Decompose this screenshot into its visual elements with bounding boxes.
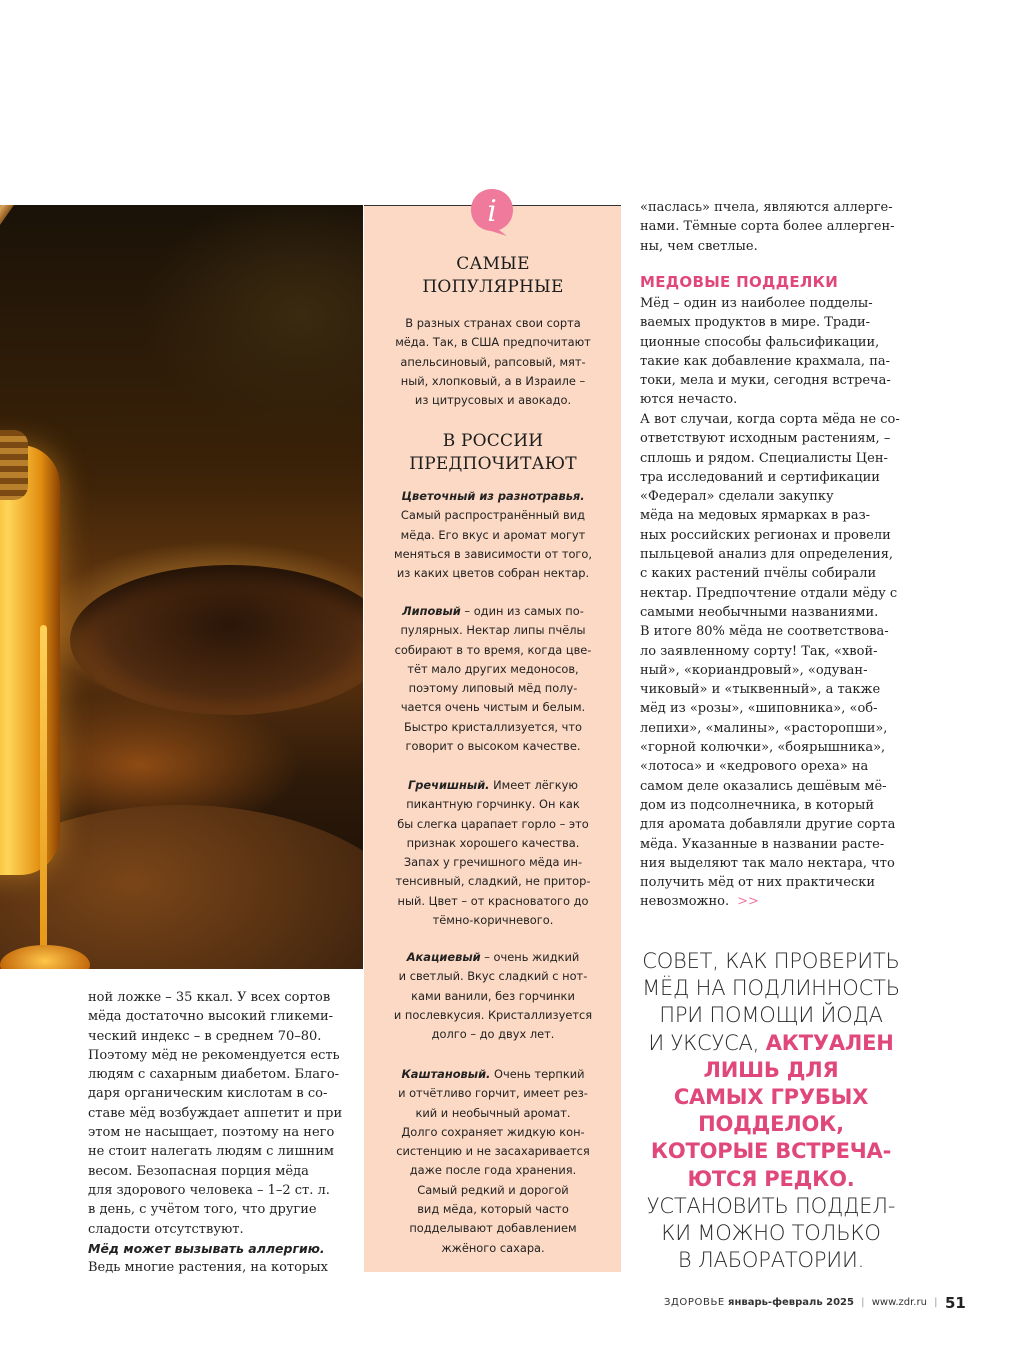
quote-text: В ЛАБОРАТОРИИ. <box>677 1248 865 1273</box>
variety-line: говорит о высоком качестве. <box>405 739 581 754</box>
variety-text: Имеет лёгкую <box>489 778 578 792</box>
footer <box>664 1297 964 1308</box>
text-line: тра исследований и сертификации <box>640 469 880 485</box>
text-line: ния выделяют так мало нектара, что <box>640 855 895 871</box>
text-line: ны, чем светлые. <box>640 238 758 254</box>
variety-block <box>382 487 604 583</box>
variety-line: и светлый. Вкус сладкий с нот- <box>398 969 588 984</box>
text-line: самыми необычными названиями. <box>640 604 879 620</box>
quote-text: КОТОРЫЕ ВСТРЕЧА- <box>650 1139 892 1164</box>
jar-lid <box>0 430 28 500</box>
quote-line <box>630 1247 912 1274</box>
right-top-text <box>640 198 902 256</box>
variety-line: систенцию и не засахаривается <box>396 1144 590 1159</box>
quote-line <box>630 1111 912 1138</box>
variety-name: Акациевый <box>406 950 481 964</box>
variety-line: чается очень чистым и белым. <box>400 700 586 715</box>
variety-line: жжёного сахара. <box>441 1240 545 1255</box>
variety-line: тёт мало других медоносов, <box>407 661 579 676</box>
variety-line: кий и необычный аромат. <box>415 1105 571 1120</box>
box-heading-line: ПРЕДПОЧИТАЮТ <box>409 454 577 474</box>
quote-line <box>630 1030 912 1057</box>
clay-bowl <box>70 565 363 715</box>
variety-name: Гречишный. <box>407 778 490 792</box>
text-line: для аромата добавляли другие сорта <box>640 817 896 833</box>
right-paragraph-2 <box>640 410 902 912</box>
quote-text: ПРИ ПОМОЩИ ЙОДА <box>659 1003 883 1028</box>
variety-line: Самый редкий и дорогой <box>417 1182 569 1197</box>
text-line: нектар. Предпочтение отдали мёду с <box>640 585 898 601</box>
variety-first-line <box>382 602 604 621</box>
quote-line <box>630 1057 912 1084</box>
box-heading-popular <box>382 253 604 299</box>
right-paragraph-1 <box>640 294 902 410</box>
variety-first-line <box>382 1065 604 1084</box>
text-line: сладости отсутствуют. <box>88 1221 244 1237</box>
text-line: самом деле оказались дешёвым мё- <box>640 778 887 794</box>
section-heading: МЕДОВЫЕ ПОДДЕЛКИ <box>640 273 839 291</box>
variety-line: подделывают добавлением <box>409 1221 577 1236</box>
text-line: «паслась» пчела, являются аллерге- <box>640 200 893 215</box>
text-line: в день, с учётом того, что другие <box>88 1202 317 1218</box>
continue-arrows-icon: >> <box>737 894 759 910</box>
variety-block <box>382 1065 604 1258</box>
variety-line: бы слегка царапает горло – это <box>397 816 589 831</box>
text-line: дом из подсолнечника, в который <box>640 797 874 813</box>
text-line: «горной колючки», «боярышника», <box>640 740 886 756</box>
quote-accent: АКТУАЛЕН <box>765 1030 894 1055</box>
variety-line: ками ванили, без горчинки <box>411 988 575 1003</box>
variety-line: собирают в то время, когда цве- <box>394 642 592 657</box>
text-line: ответствуют исходным растениям, – <box>640 431 891 447</box>
variety-text: – очень жидкий <box>480 950 580 964</box>
variety-name: Каштановый. <box>401 1067 491 1081</box>
quote-text: СОВЕТ, КАК ПРОВЕРИТЬ <box>642 949 900 973</box>
variety-line: даже после года хранения. <box>409 1163 577 1178</box>
quote-line <box>630 1166 912 1193</box>
text-line: ются нечасто. <box>640 392 738 408</box>
variety-line: Запах у гречишного мёда ин- <box>403 855 583 870</box>
text-line: для здорового человека – 1–2 ст. л. <box>88 1182 330 1198</box>
box-heading-line: В РОССИИ <box>442 431 544 451</box>
variety-line: Быстро кристаллизуется, что <box>403 719 582 734</box>
text-line: мёда на медовых ярмарках в раз- <box>640 508 871 524</box>
text-line: сплошь и рядом. Специалисты Цен- <box>640 450 888 466</box>
text-line: Поэтому мёд не рекомендуется есть <box>88 1047 340 1063</box>
variety-line: Долго сохраняет жидкую кон- <box>401 1124 585 1139</box>
intro-line: мёда. Так, в США предпочитают <box>395 335 591 350</box>
divider: | <box>934 1297 938 1308</box>
honey-photo <box>0 205 363 969</box>
honey-dipper <box>0 205 35 446</box>
text-line: ставе мёд возбуждает аппетит и при <box>88 1105 343 1121</box>
quote-line <box>630 1084 912 1111</box>
variety-line: долго – до двух лет. <box>431 1027 555 1042</box>
issue-date: январь-февраль 2025 <box>728 1297 854 1308</box>
left-column-text <box>88 988 348 1239</box>
honey-jar <box>0 445 60 875</box>
left-column <box>88 988 348 1277</box>
text-line: ческий индекс – в среднем 70–80. <box>88 1028 322 1044</box>
text-line: «лотоса» и «кедрового ореха» на <box>640 759 869 775</box>
quote-line <box>630 1138 912 1165</box>
magazine-brand: ЗДОРОВЬЕ <box>664 1297 725 1308</box>
last-word: невозможно. <box>640 894 730 910</box>
quote-line <box>630 1193 912 1220</box>
quote-text: И УКСУСА, <box>648 1030 766 1055</box>
quote-line <box>630 975 912 1002</box>
variety-line: Самый распространённый вид <box>400 508 586 523</box>
text-line: ционные способы фальсификации, <box>640 334 880 350</box>
text-line: ло заявленному сорту! Так, «хвой- <box>640 643 878 659</box>
text-line: не стоит налегать людям с лишним <box>88 1144 334 1160</box>
text-line: токи, мела и муки, сегодня встреча- <box>640 373 891 389</box>
variety-text: Очень терпкий <box>490 1067 585 1081</box>
box-heading-russia <box>382 430 604 476</box>
quote-text: КИ МОЖНО ТОЛЬКО <box>661 1221 881 1246</box>
text-line: весом. Безопасная порция мёда <box>88 1163 309 1179</box>
text-line: даря органическим кислотам в со- <box>88 1086 328 1102</box>
text-line: ной ложке – 35 ккал. У всех сортов <box>88 990 331 1005</box>
quote-text: ЮТСЯ РЕДКО. <box>687 1166 855 1191</box>
text-line: Мёд – один из наиболее подделы- <box>640 296 873 311</box>
page-number: 51 <box>945 1294 966 1312</box>
variety-first-line <box>382 776 604 795</box>
variety-line: ный. Цвет – от красноватого до <box>397 893 589 908</box>
text-line: мёд из «розы», «шиповника», «об- <box>640 701 878 717</box>
text-line: «Федерал» сделали закупку <box>640 489 834 505</box>
variety-line: тенсивный, сладкий, не притор- <box>395 874 591 889</box>
quote-line <box>630 948 912 975</box>
variety-line: поэтому липовый мёд полу- <box>408 681 578 696</box>
quote-line <box>630 1002 912 1029</box>
text-line: с каких растений пчёлы собирали <box>640 566 877 582</box>
text-line: нами. Тёмные сорта более аллерген- <box>640 219 895 235</box>
intro-line: из цитрусовых и авокадо. <box>414 393 572 408</box>
divider: | <box>861 1297 865 1308</box>
quote-text: УСТАНОВИТЬ ПОДДЕЛ- <box>646 1193 896 1218</box>
quote-line <box>630 1220 912 1247</box>
variety-name: Липовый <box>402 604 461 618</box>
variety-line: и послевкусия. Кристаллизуется <box>393 1007 593 1022</box>
variety-first-line <box>382 948 604 967</box>
intro-line: В разных странах свои сорта <box>405 316 581 330</box>
text-line: чиковый» и «тыквенный», а также <box>640 682 881 698</box>
info-icon-letter: i <box>487 194 497 229</box>
variety-block <box>382 948 604 1044</box>
quote-text: САМЫХ ГРУБЫХ <box>673 1085 869 1110</box>
text-line: людям с сахарным диабетом. Благо- <box>88 1067 340 1083</box>
info-icon <box>467 186 517 236</box>
right-paragraph-2-lines <box>640 410 902 892</box>
variety-line: пулярных. Нектар липы пчёлы <box>400 623 586 638</box>
box-intro <box>382 314 604 410</box>
variety-line: вид мёда, который часто <box>417 1202 569 1217</box>
variety-first-line <box>382 487 604 506</box>
variety-line: меняться в зависимости от того, <box>393 546 593 561</box>
variety-block <box>382 602 604 756</box>
text-line: получить мёд от них практически <box>640 875 876 891</box>
text-line: ный», «кориандровый», «одуван- <box>640 662 868 678</box>
box-heading-line: САМЫЕ <box>456 254 530 274</box>
text-line: ных российских регионах и провели <box>640 527 891 543</box>
variety-name: Цветочный из разнотравья. <box>401 489 585 503</box>
quote-text: ПОДДЕЛОК, <box>698 1112 844 1137</box>
text-line: В итоге 80% мёда не соответствова- <box>640 624 889 640</box>
pull-quote <box>630 948 912 1274</box>
intro-line: ный, хлопковый, а в Израиле – <box>400 373 586 388</box>
variety-line: и отчётливо горчит, имеет рез- <box>398 1086 588 1101</box>
text-line: этом не насыщает, поэтому на него <box>88 1125 335 1141</box>
text-line: мёда достаточно высокий гликеми- <box>88 1009 334 1025</box>
variety-line: тёмно-коричневого. <box>432 913 554 928</box>
text-line: пыльцевой анализ для определения, <box>640 547 894 563</box>
variety-block <box>382 776 604 930</box>
website-link[interactable]: www.zdr.ru <box>871 1297 927 1308</box>
text-line: лепихи», «малины», «расторопши», <box>640 720 888 736</box>
quote-text: ЛИШЬ ДЛЯ <box>703 1057 839 1082</box>
text-line: мёда. Указанные в названии расте- <box>640 836 885 852</box>
allergy-heading: Мёд может вызывать аллергию. <box>88 1240 325 1256</box>
allergy-line: Ведь многие растения, на которых <box>88 1260 328 1276</box>
honey-drip <box>40 625 47 965</box>
quote-text: МЁД НА ПОДЛИННОСТЬ <box>642 976 900 1001</box>
box-heading-line: ПОПУЛЯРНЫЕ <box>422 277 564 297</box>
text-line: А вот случаи, когда сорта мёда не со- <box>640 412 900 427</box>
right-paragraph-2-end <box>640 892 902 911</box>
variety-text: – один из самых по- <box>460 604 584 618</box>
variety-line: пикантную горчинку. Он как <box>406 797 580 812</box>
variety-line: признак хорошего качества. <box>406 835 580 850</box>
variety-line: из каких цветов собран нектар. <box>396 566 590 581</box>
intro-line: апельсиновый, рапсовый, мят- <box>400 354 586 369</box>
text-line: такие как добавление крахмала, па- <box>640 353 890 369</box>
text-line: ваемых продуктов в мире. Тради- <box>640 315 871 331</box>
variety-line: мёда. Его вкус и аромат могут <box>400 527 586 542</box>
